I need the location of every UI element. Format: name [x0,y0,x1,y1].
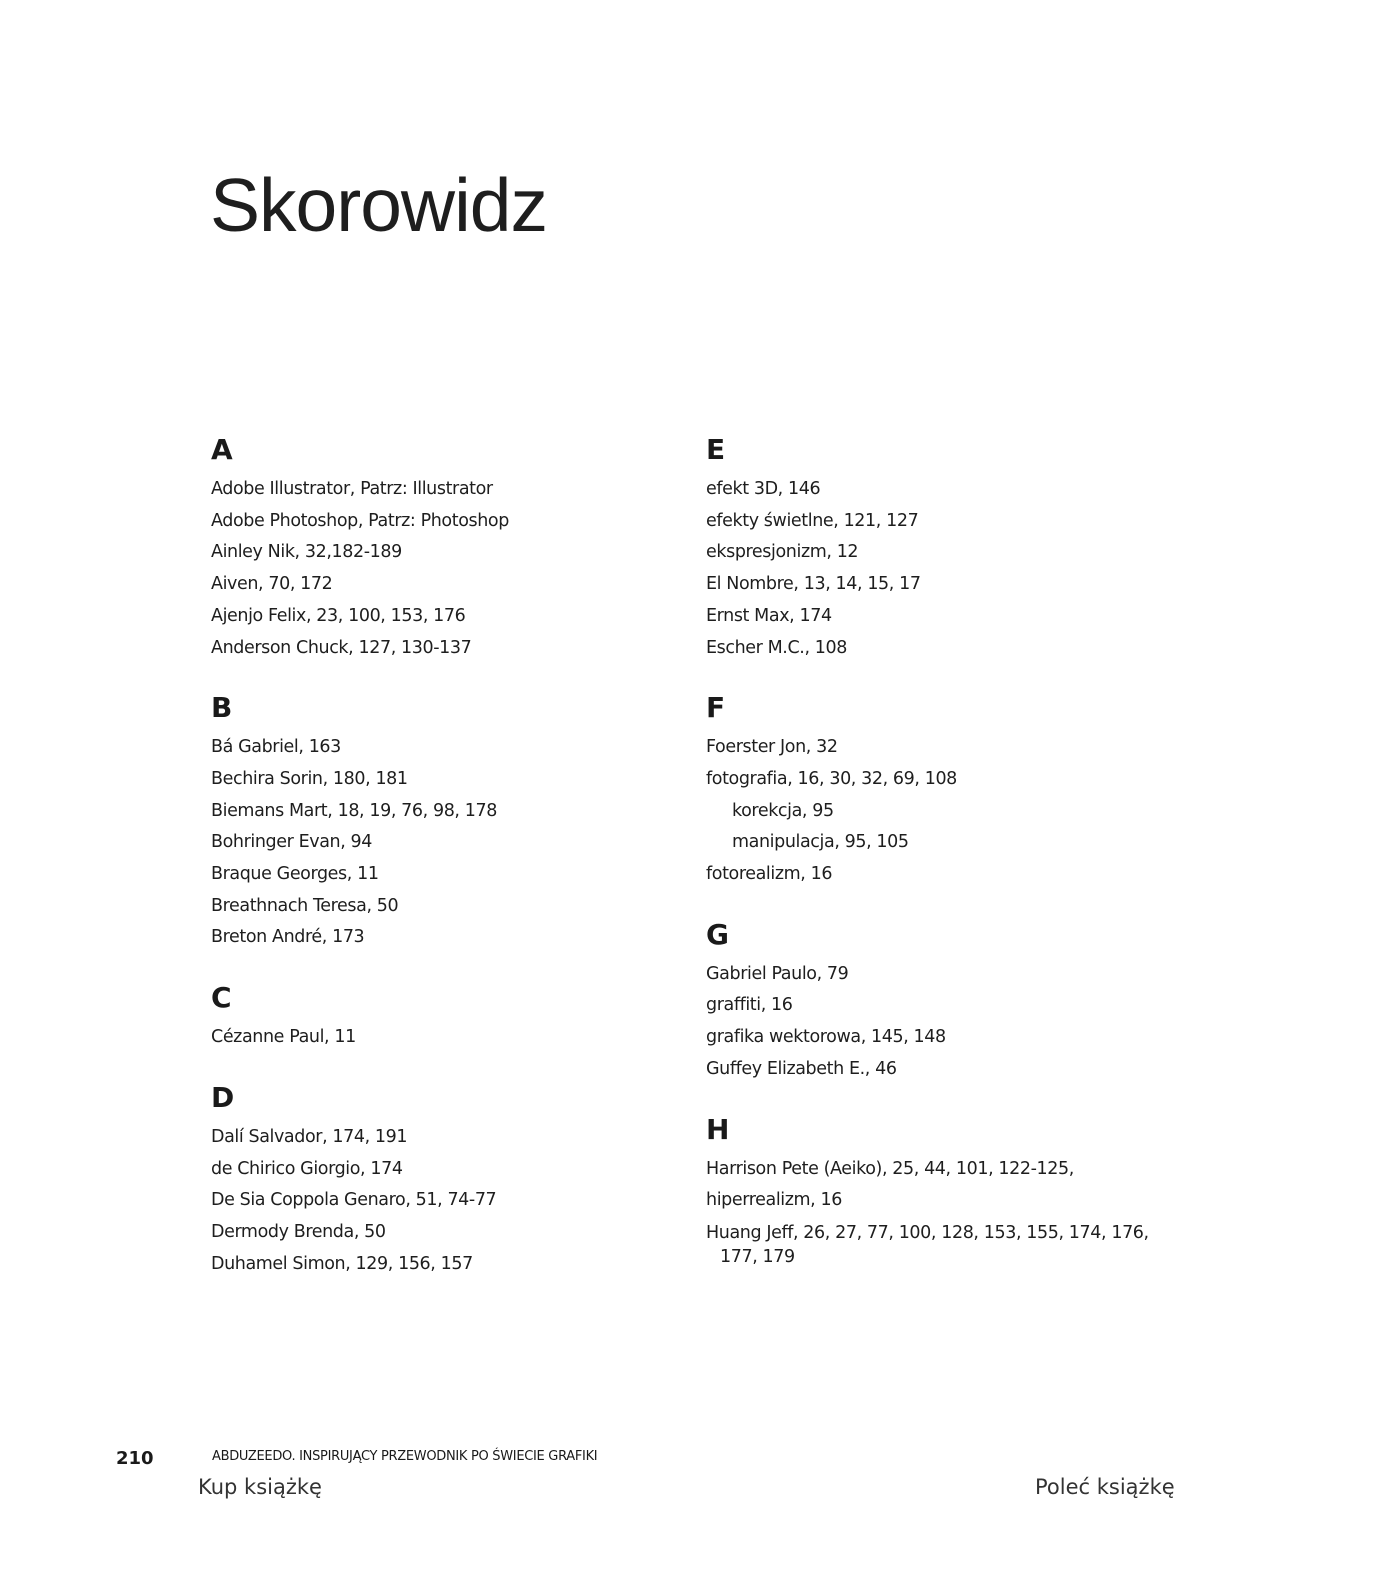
index-entry: Duhamel Simon, 129, 156, 157 [211,1253,473,1274]
index-entry: hiperrealizm, 16 [706,1190,842,1211]
running-footer-title: ABDUZEEDO. INSPIRUJĄCY PRZEWODNIK PO ŚWIECIE GRAFIKI [212,1449,598,1464]
index-section [211,432,671,664]
index-section [211,1080,671,1281]
section-letter: H [706,1112,730,1146]
index-section [211,690,671,954]
recommend-book-link[interactable]: Poleć książkę [1035,1475,1175,1499]
index-subentry: korekcja, 95 [732,800,834,821]
index-entry: Guffey Elizabeth E., 46 [706,1058,897,1079]
index-entry: grafika wektorowa, 145, 148 [706,1027,946,1048]
index-entry: fotorealizm, 16 [706,864,833,885]
index-entry: Breathnach Teresa, 50 [211,895,399,916]
index-entry: Escher M.C., 108 [706,637,847,658]
index-section [706,917,1176,1086]
section-letter: C [211,981,232,1015]
index-entry: ekspresjonizm, 12 [706,542,859,563]
index-entry: El Nombre, 13, 14, 15, 17 [706,574,921,595]
index-section [211,980,671,1054]
index-entry: efekty świetlne, 121, 127 [706,510,919,531]
index-entry: efekt 3D, 146 [706,479,821,499]
index-entry: Ernst Max, 174 [706,605,832,626]
section-letter: E [706,433,726,466]
index-entry: Biemans Mart, 18, 19, 76, 98, 178 [211,800,497,821]
index-column-right [706,432,1176,1295]
index-column-left [211,432,671,1306]
index-entry: Huang Jeff, 26, 27, 77, 100, 128, 153, 155, 174, 176, 177, 179 [706,1222,1149,1267]
index-entry: Ajenjo Felix, 23, 100, 153, 176 [211,605,466,626]
index-entry: Dalí Salvador, 174, 191 [211,1126,408,1147]
index-entry: Anderson Chuck, 127, 130-137 [211,637,472,658]
index-entry: Braque Georges, 11 [211,864,379,885]
section-letter: A [211,433,233,466]
index-subentry: manipulacja, 95, 105 [732,832,909,853]
section-letter: F [706,691,726,725]
section-letter: D [211,1080,235,1114]
index-entry: Bá Gabriel, 163 [211,737,341,758]
index-entry: De Sia Coppola Genaro, 51, 74-77 [211,1190,497,1211]
index-entry: Bechira Sorin, 180, 181 [211,768,408,789]
index-entry: Dermody Brenda, 50 [211,1221,386,1242]
index-entry: Breton André, 173 [211,927,365,948]
index-entry: Cézanne Paul, 11 [211,1027,356,1048]
section-letter: G [706,917,729,951]
index-entry: de Chirico Giorgio, 174 [211,1158,403,1179]
page-number: 210 [116,1448,154,1469]
index-entry: Ainley Nik, 32,182-189 [211,542,402,563]
page-title: Skorowidz [210,163,547,247]
index-entry: Harrison Pete (Aeiko), 25, 44, 101, 122-125, [706,1158,1074,1179]
index-section [706,432,1176,664]
index-entry: Aiven, 70, 172 [211,574,333,595]
index-section [706,690,1176,891]
index-entry: graffiti, 16 [706,995,793,1016]
buy-book-link[interactable]: Kup książkę [198,1475,322,1499]
index-entry: Bohringer Evan, 94 [211,832,373,853]
index-entry: Adobe Illustrator, Patrz: Illustrator [211,479,493,499]
index-section [706,1112,1176,1269]
index-entry: Gabriel Paulo, 79 [706,963,849,984]
section-letter: B [211,691,233,725]
index-entry: Foerster Jon, 32 [706,737,838,758]
index-entry: Adobe Photoshop, Patrz: Photoshop [211,510,509,531]
index-entry: fotografia, 16, 30, 32, 69, 108 [706,768,957,789]
